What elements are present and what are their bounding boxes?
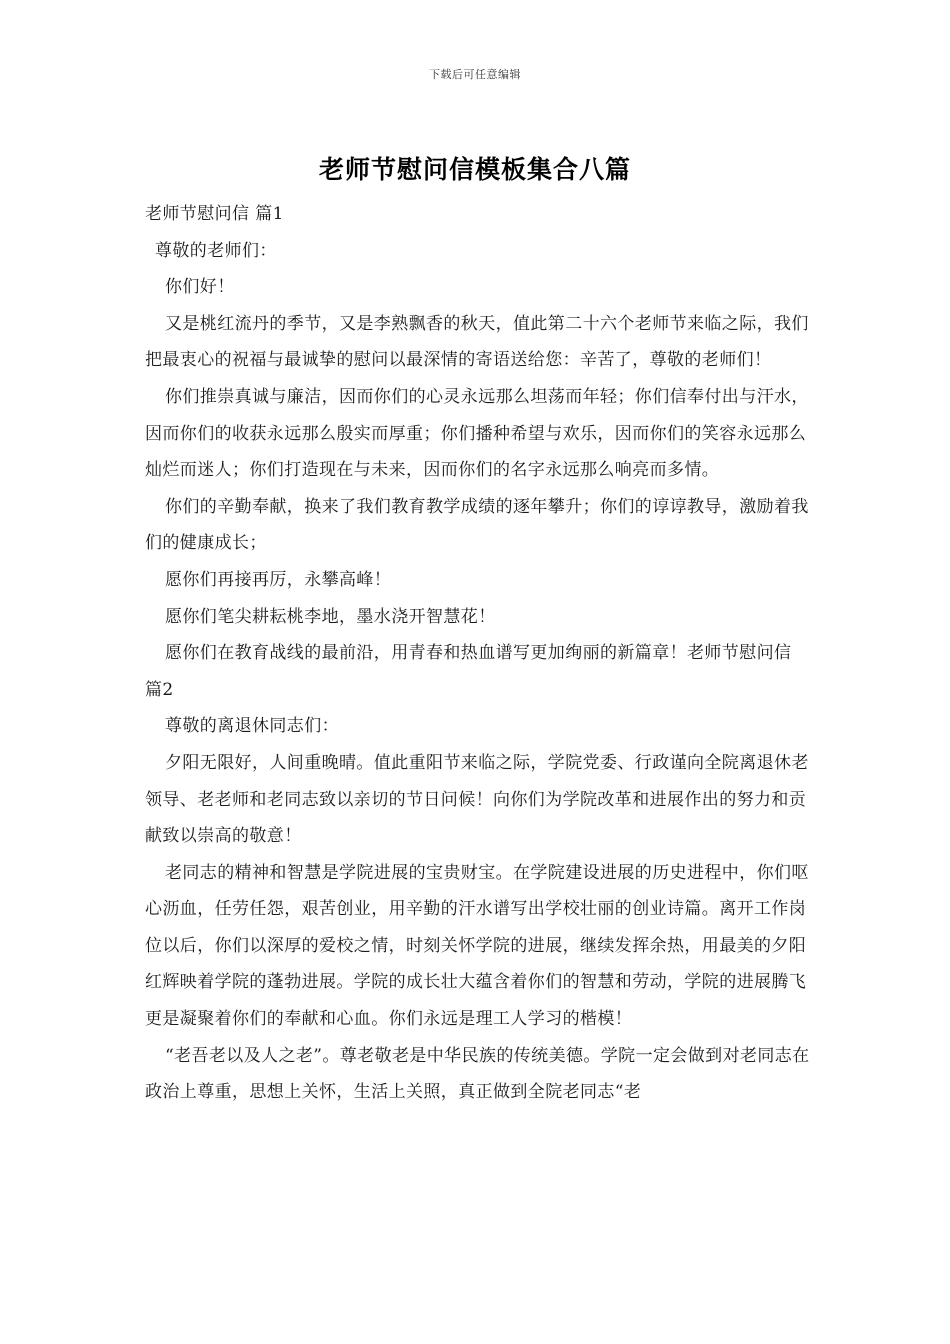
paragraph: 你们推崇真诚与廉洁，因而你们的心灵永远那么坦荡而年轻；你们信奉付出与汗水，因而你们的收获永远那么殷实而厚重；你们播种希望与欢乐，因而你们的笑容永远那么灿烂而迷人；你们打造现在与未来，因而你们的名字永远那么响亮而多情。 (145, 386, 809, 481)
salutation: 尊敬的老师们： (155, 240, 277, 261)
document-title: 老师节慰问信模板集合八篇 (318, 155, 631, 184)
section-heading-1: 老师节慰问信 篇1 (145, 204, 284, 224)
paragraph: 你们的辛勤奉献，换来了我们教育教学成绩的逐年攀升；你们的谆谆教导，激励着我们的健康成长； (145, 496, 809, 554)
salutation: 尊敬的离退休同志们： (165, 716, 339, 737)
paragraph: 愿你们笔尖耕耘桃李地，墨水浇开智慧花！ (165, 606, 496, 627)
paragraph: 夕阳无限好，人间重晚晴。值此重阳节来临之际，学院党委、行政谨向全院离退休老领导、老老师和老同志致以亲切的节日问候！向你们为学院改革和进展作出的努力和贡献致以崇高的敬意！ (145, 752, 809, 847)
paragraph: 愿你们在教育战线的最前沿，用青春和热血谱写更加绚丽的新篇章！老师节慰问信 篇2 (145, 643, 798, 700)
greeting: 你们好！ (165, 277, 235, 298)
page-header-note: 下载后可任意编辑 (429, 68, 521, 81)
paragraph: 又是桃红流丹的季节，又是李熟飘香的秋天，值此第二十六个老师节来临之际，我们把最衷心的祝福与最诚挚的慰问以最深情的寄语送给您：辛苦了，尊敬的老师们！ (145, 313, 809, 371)
paragraph: “老吾老以及人之老”。尊老敬老是中华民族的传统美德。学院一定会做到对老同志在政治上尊重，思想上关怀，生活上关照，真正做到全院老同志“老 (145, 1045, 810, 1103)
paragraph: 愿你们再接再厉，永攀高峰！ (165, 569, 392, 590)
document-body (145, 196, 813, 1111)
paragraph: 老同志的精神和智慧是学院进展的宝贵财宝。在学院建设进展的历史进程中，你们呕心沥血，任劳任怨，艰苦创业，用辛勤的汗水谱写出学校壮丽的创业诗篇。离开工作岗位以后，你们以深厚的爱校之情，时刻关怀学院的进展，继续发挥余热，用最美的夕阳红辉映着学院的蓬勃进展。学院的成长壮大蕴含着你们的智慧和劳动，学院的进展腾飞更是凝聚着你们的奉献和心血。你们永远是理工人学习的楷模！ (145, 862, 809, 1030)
